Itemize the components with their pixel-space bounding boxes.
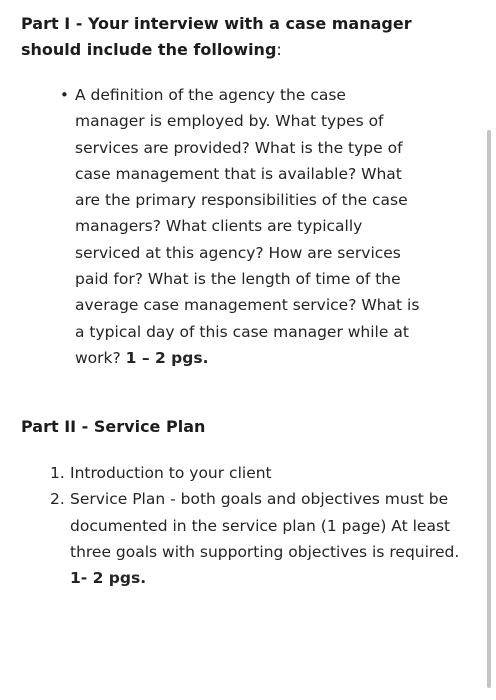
part1-heading — [21, 11, 461, 63]
list-item-number: 2. — [50, 490, 65, 509]
part1-bullet-body: A definition of the agency the case manager is employed by. What types of services are provided? What is the type of case management that is available? What are the primary responsibilities of the case managers? What clients are typically serviced at this agency? How are services paid for? What is the length of time of the average case management service? What is a typical day of this case manager while at work? — [75, 86, 420, 367]
list-item — [50, 486, 460, 591]
bullet-icon: • — [60, 86, 69, 104]
part2-page-count: 1- 2 pgs. — [70, 569, 147, 588]
part1-heading-text: Part I - Your interview with a case manager should include the following — [21, 14, 412, 59]
list-item-number: 1. — [50, 464, 65, 482]
part1-heading-colon: : — [276, 40, 282, 59]
part2-ordered-list — [50, 460, 460, 591]
list-item-text: Introduction to your client — [70, 464, 272, 482]
part1-bullet-text — [75, 82, 420, 371]
list-item — [50, 460, 460, 486]
list-item-text: Service Plan - both goals and objectives must be documented in the service plan (1 page) At least three goals with supporting objectives is required. — [70, 490, 460, 561]
part1-bullet-item — [60, 82, 420, 371]
vertical-scrollbar[interactable] — [487, 130, 491, 688]
part1-page-count: 1 – 2 pgs. — [125, 348, 209, 367]
part2-heading: Part II - Service Plan — [21, 417, 206, 436]
